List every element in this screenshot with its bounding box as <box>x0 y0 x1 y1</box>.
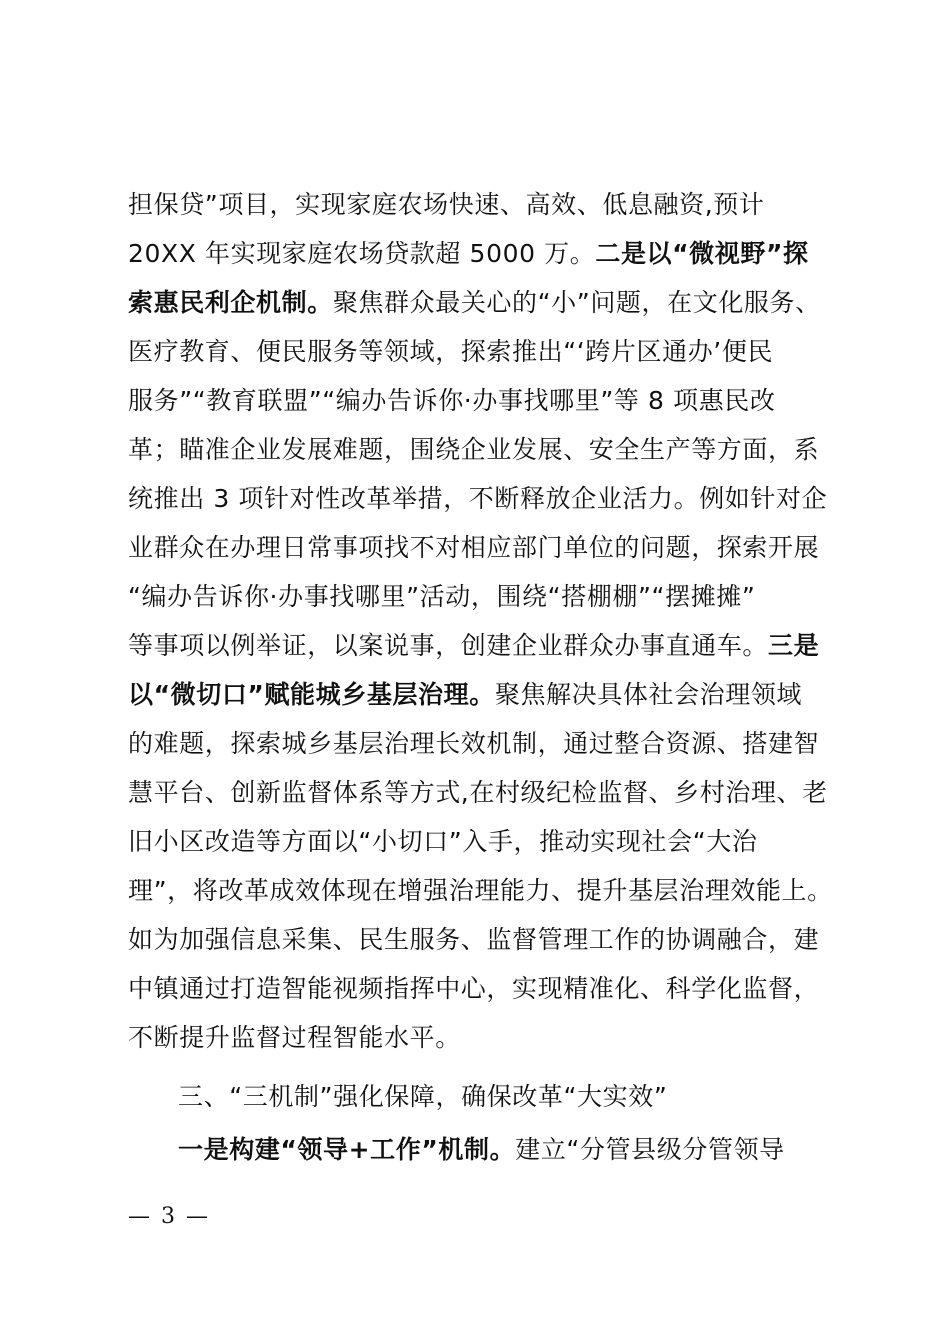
line-text: 聚焦解决具体社会治理领域 <box>494 680 803 709</box>
line-text: 旧小区改造等方面以“小切口”入手，推动实现社会“大治 <box>128 827 758 856</box>
body-line <box>128 430 838 470</box>
line-text: “编办告诉你·办事找哪里”活动，围绕“搭棚棚”“摆摊摊” <box>128 582 756 611</box>
line-text: 革；瞄准企业发展难题，围绕企业发展、安全生产等方面，系 <box>128 435 820 464</box>
body-line <box>128 871 838 911</box>
line-text: 慧平台、创新监督体系等方式,在村级纪检监督、乡村治理、老 <box>128 778 828 807</box>
body-line <box>128 381 838 421</box>
page-number: — 3 — <box>128 1204 210 1229</box>
body-line <box>128 479 838 519</box>
line-text: 不断提升监督过程智能水平。 <box>128 1023 461 1052</box>
body-line <box>128 969 838 1009</box>
line-text: 担保贷”项目，实现家庭农场快速、高效、低息融资,预计 <box>128 190 765 219</box>
body-line <box>128 773 838 813</box>
body-line <box>128 332 838 372</box>
body-line <box>128 577 838 617</box>
line-text: 如为加强信息采集、民生服务、监督管理工作的协调融合，建 <box>128 925 820 954</box>
body-line <box>128 234 838 274</box>
section-heading <box>178 1077 888 1117</box>
line-text: 医疗教育、便民服务等领域，探索推出“‘跨片区通办’便民 <box>128 337 774 366</box>
line-text: 聚焦群众最关心的“小”问题，在文化服务、 <box>332 288 821 317</box>
line-text: 理”，将改革成效体现在增强治理能力、提升基层治理效能上。 <box>128 876 833 905</box>
body-line <box>128 675 838 715</box>
body-line <box>128 822 838 862</box>
line-text: 20XX 年实现家庭农场贷款超 5000 万。 <box>128 239 596 268</box>
line-text: 中镇通过打造智能视频指挥中心，实现精准化、科学化监督， <box>128 974 820 1003</box>
bold-lead-in: 三是 <box>768 631 820 660</box>
body-line <box>128 724 838 764</box>
body-line <box>128 626 838 666</box>
body-line <box>178 1130 888 1170</box>
line-text: 统推出 3 项针对性改革举措，不断释放企业活力。例如针对企 <box>128 484 828 513</box>
bold-lead-in: 二是以“微视野”探 <box>595 239 809 268</box>
line-text: 建立“分管县级分管领导 <box>515 1135 785 1164</box>
body-line <box>128 920 838 960</box>
body-line <box>128 185 838 225</box>
body-line <box>128 1018 838 1058</box>
bold-lead-in: 一是构建“领导+工作”机制。 <box>178 1135 516 1164</box>
bold-lead-in: 以“微切口”赋能城乡基层治理。 <box>128 680 495 709</box>
line-text: 服务”“教育联盟”“编办告诉你·办事找哪里”等 8 项惠民改 <box>128 386 776 415</box>
line-text: 的难题，探索城乡基层治理长效机制，通过整合资源、搭建智 <box>128 729 820 758</box>
body-line <box>128 283 838 323</box>
section-heading-text: 三、“三机制”强化保障，确保改革“大实效” <box>178 1082 668 1111</box>
body-line <box>128 528 838 568</box>
bold-lead-in: 索惠民利企机制。 <box>128 288 333 317</box>
line-text: 等事项以例举证，以案说事，创建企业群众办事直通车。 <box>128 631 769 660</box>
line-text: 业群众在办理日常事项找不对相应部门单位的问题，探索开展 <box>128 533 820 562</box>
